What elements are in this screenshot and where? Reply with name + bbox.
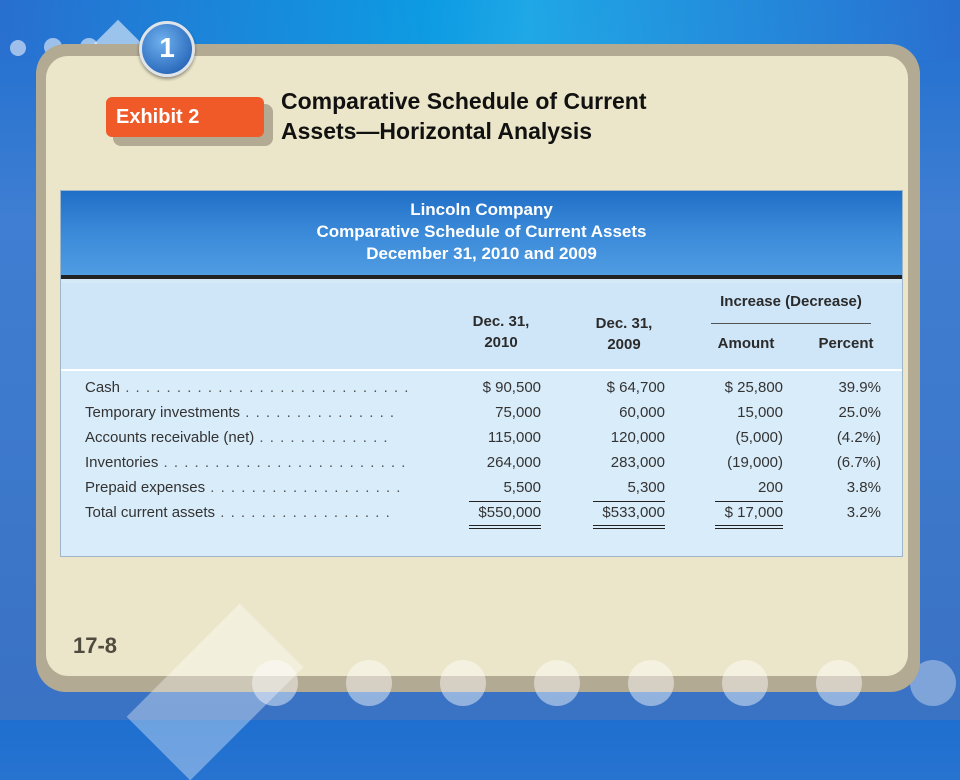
row-label: Prepaid expenses . . . . . . . . . . . . . . . . . . . xyxy=(85,479,402,496)
total-double-rule xyxy=(469,525,541,526)
decor-bubble xyxy=(628,660,674,706)
row-label: Accounts receivable (net) . . . . . . . . . . . . . xyxy=(85,429,389,446)
col-2009-line1: Dec. 31, xyxy=(595,315,653,332)
change-percent: (6.7%) xyxy=(836,454,881,471)
decor-dot xyxy=(10,40,26,56)
change-percent: 3.2% xyxy=(846,504,881,521)
value-2010: $ 90,500 xyxy=(482,379,541,396)
value-2009: 5,300 xyxy=(627,479,665,496)
slide-number: 17-8 xyxy=(73,633,118,658)
value-2010: 75,000 xyxy=(495,404,541,421)
row-label: Inventories . . . . . . . . . . . . . . . . . . . . . . . . xyxy=(85,454,407,471)
value-2009: 283,000 xyxy=(610,454,665,471)
table-row xyxy=(61,375,902,400)
amount-header: Amount xyxy=(717,335,775,352)
change-amount: (19,000) xyxy=(727,454,783,471)
row-label: Cash . . . . . . . . . . . . . . . . . . . . . . . . . . . . xyxy=(85,379,410,396)
change-amount: (5,000) xyxy=(735,429,783,446)
value-2010: 5,500 xyxy=(503,479,541,496)
total-double-rule xyxy=(469,528,541,529)
value-2010: 264,000 xyxy=(486,454,541,471)
decor-bubble xyxy=(252,660,298,706)
value-2010: $550,000 xyxy=(478,504,541,521)
change-amount: 15,000 xyxy=(737,404,783,421)
change-percent: (4.2%) xyxy=(836,429,881,446)
total-double-rule xyxy=(593,525,665,526)
statement-table-body xyxy=(61,371,902,556)
value-2009: $ 64,700 xyxy=(606,379,665,396)
table-row xyxy=(61,450,902,475)
column-headers xyxy=(61,283,902,371)
increase-decrease-header: Increase (Decrease) xyxy=(720,293,862,310)
col-2009-header xyxy=(579,313,669,355)
table-row xyxy=(61,475,902,500)
change-percent: 39.9% xyxy=(838,379,881,396)
table-row xyxy=(61,400,902,425)
col-2009-line2: 2009 xyxy=(607,336,641,353)
heading-line-2: Assets—Horizontal Analysis xyxy=(281,118,593,144)
statement-title: Comparative Schedule of Current Assets xyxy=(316,222,647,241)
statement-date: December 31, 2010 and 2009 xyxy=(366,244,597,263)
heading-line-1: Comparative Schedule of Current xyxy=(281,88,647,114)
slide-heading xyxy=(281,86,741,146)
change-amount: $ 17,000 xyxy=(724,504,783,521)
company-name: Lincoln Company xyxy=(410,200,553,219)
total-double-rule xyxy=(593,528,665,529)
change-percent: 3.8% xyxy=(846,479,881,496)
table-row xyxy=(61,425,902,450)
row-label: Total current assets . . . . . . . . . . . . . . . . . xyxy=(85,504,391,521)
col-2010-header xyxy=(456,311,546,353)
value-2009: $533,000 xyxy=(602,504,665,521)
exhibit-tab: Exhibit 2 xyxy=(106,97,264,137)
decor-bubble xyxy=(816,660,862,706)
change-amount: $ 25,800 xyxy=(724,379,783,396)
value-2009: 120,000 xyxy=(610,429,665,446)
change-amount: 200 xyxy=(757,479,783,496)
col-2010-line2: 2010 xyxy=(484,334,518,351)
decor-bubble xyxy=(346,660,392,706)
decor-bubble xyxy=(534,660,580,706)
change-percent: 25.0% xyxy=(838,404,881,421)
decor-bubble xyxy=(440,660,486,706)
row-label: Temporary investments . . . . . . . . . . . . . . . xyxy=(85,404,396,421)
group-rule xyxy=(711,323,871,324)
statement-header xyxy=(61,191,902,279)
value-2009: 60,000 xyxy=(619,404,665,421)
financial-statement xyxy=(60,190,903,557)
table-row-total xyxy=(61,500,902,525)
value-2010: 115,000 xyxy=(487,429,541,446)
chapter-number-badge: 1 xyxy=(139,21,195,77)
col-2010-line1: Dec. 31, xyxy=(472,313,530,330)
decor-bubble xyxy=(722,660,768,706)
total-double-rule xyxy=(715,525,783,526)
percent-header: Percent xyxy=(818,335,874,352)
total-double-rule xyxy=(715,528,783,529)
